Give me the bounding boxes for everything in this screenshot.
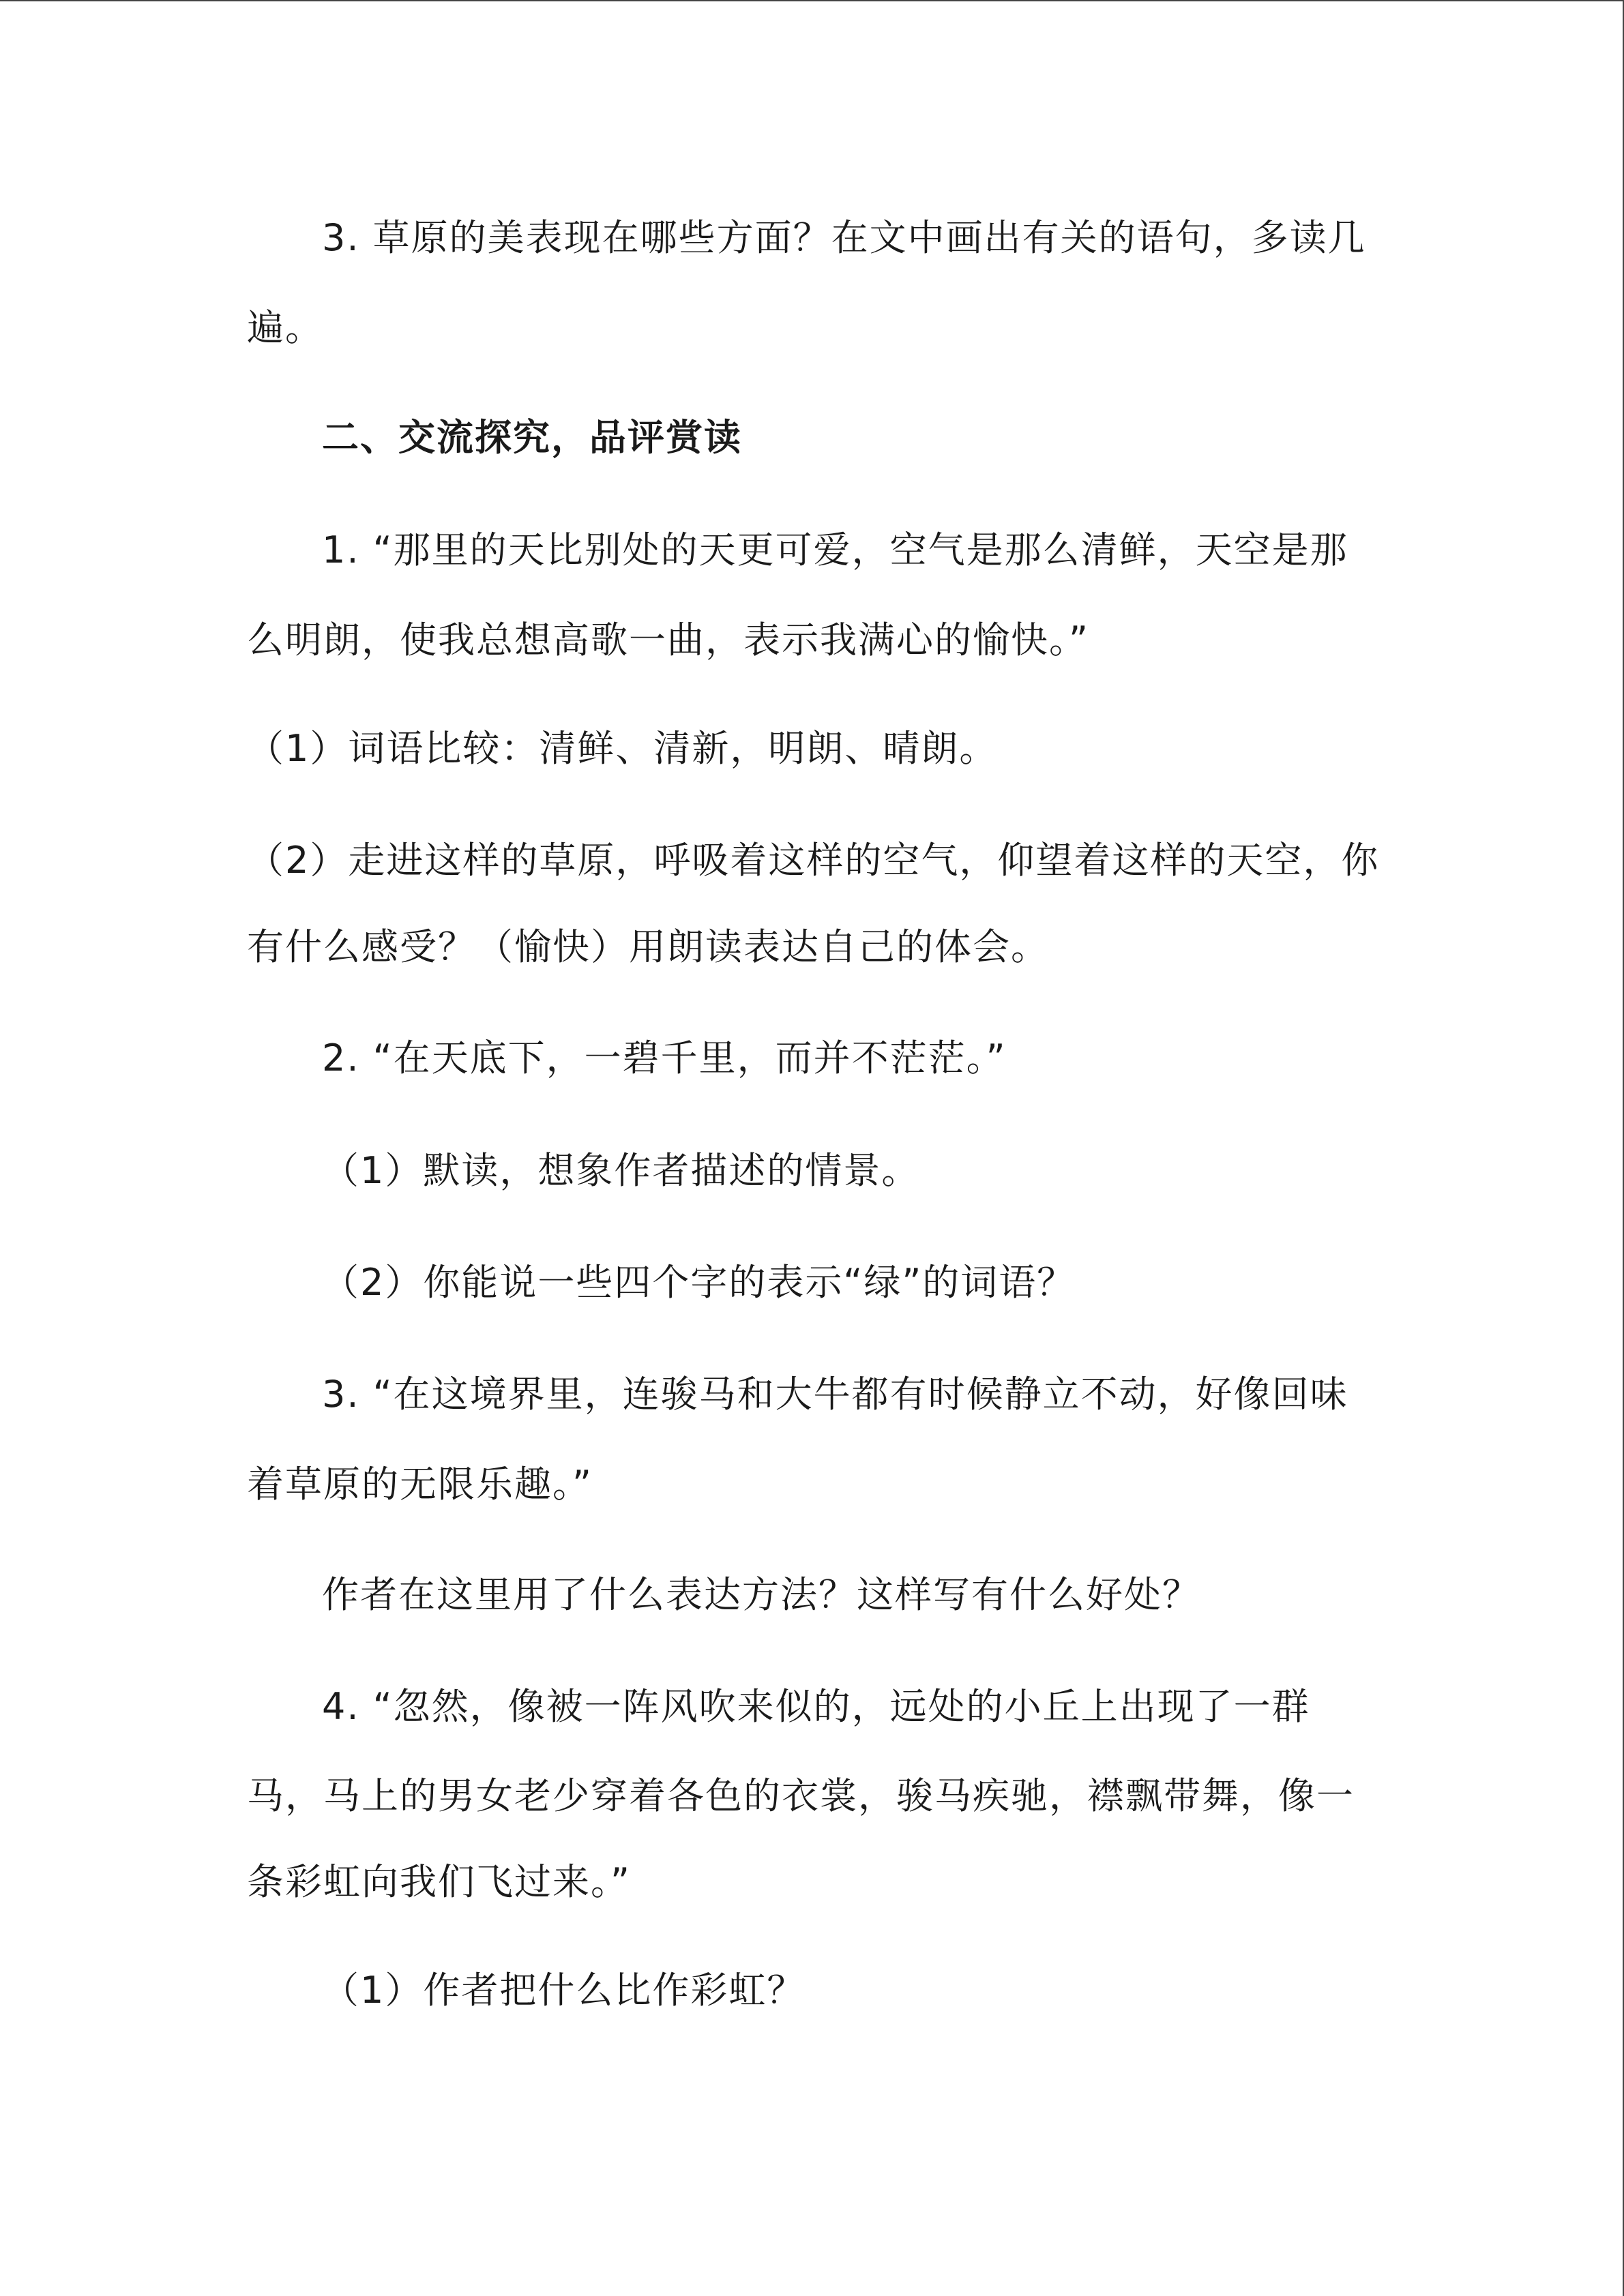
quote-1-line-2: 么明朗，使我总想高歌一曲，表示我满心的愉快。” [247,618,1089,661]
quote-2: 2. “在天底下，一碧千里，而并不茫茫。” [322,1037,1007,1079]
quote-4-line-3: 条彩虹向我们飞过来。” [247,1860,631,1903]
question-3-line-1: 3. 草原的美表现在哪些方面？在文中画出有关的语句，多读几 [322,216,1366,259]
quote-3-question: 作者在这里用了什么表达方法？这样写有什么好处？ [322,1573,1200,1616]
quote-1-line-1: 1. “那里的天比别处的天更可爱，空气是那么清鲜，天空是那 [322,528,1348,571]
quote-4-line-1: 4. “忽然，像被一阵风吹来似的，远处的小丘上出现了一群 [322,1685,1310,1728]
quote-2-item-2: （2）你能说一些四个字的表示“绿”的词语？ [322,1261,1076,1304]
quote-2-item-1: （1）默读，想象作者描述的情景。 [322,1149,920,1192]
quote-1-item-2-line-1: （2）走进这样的草原，呼吸着这样的空气，仰望着这样的天空，你 [247,839,1380,882]
quote-4-line-2: 马，马上的男女老少穿着各色的衣裳，骏马疾驰，襟飘带舞，像一 [247,1774,1355,1817]
quote-4-item-1: （1）作者把什么比作彩虹？ [322,1969,806,2012]
quote-3-line-1: 3. “在这境界里，连骏马和大牛都有时候静立不动，好像回味 [322,1373,1348,1416]
question-3-line-2: 遍。 [247,306,323,349]
quote-1-item-2-line-2: 有什么感受？（愉快）用朗读表达自己的体会。 [247,925,1049,968]
quote-1-item-1: （1）词语比较：清鲜、清新，明朗、晴朗。 [247,727,998,770]
section-heading: 二、交流探究，品评赏读 [322,416,742,459]
quote-3-line-2: 着草原的无限乐趣。” [247,1463,593,1506]
